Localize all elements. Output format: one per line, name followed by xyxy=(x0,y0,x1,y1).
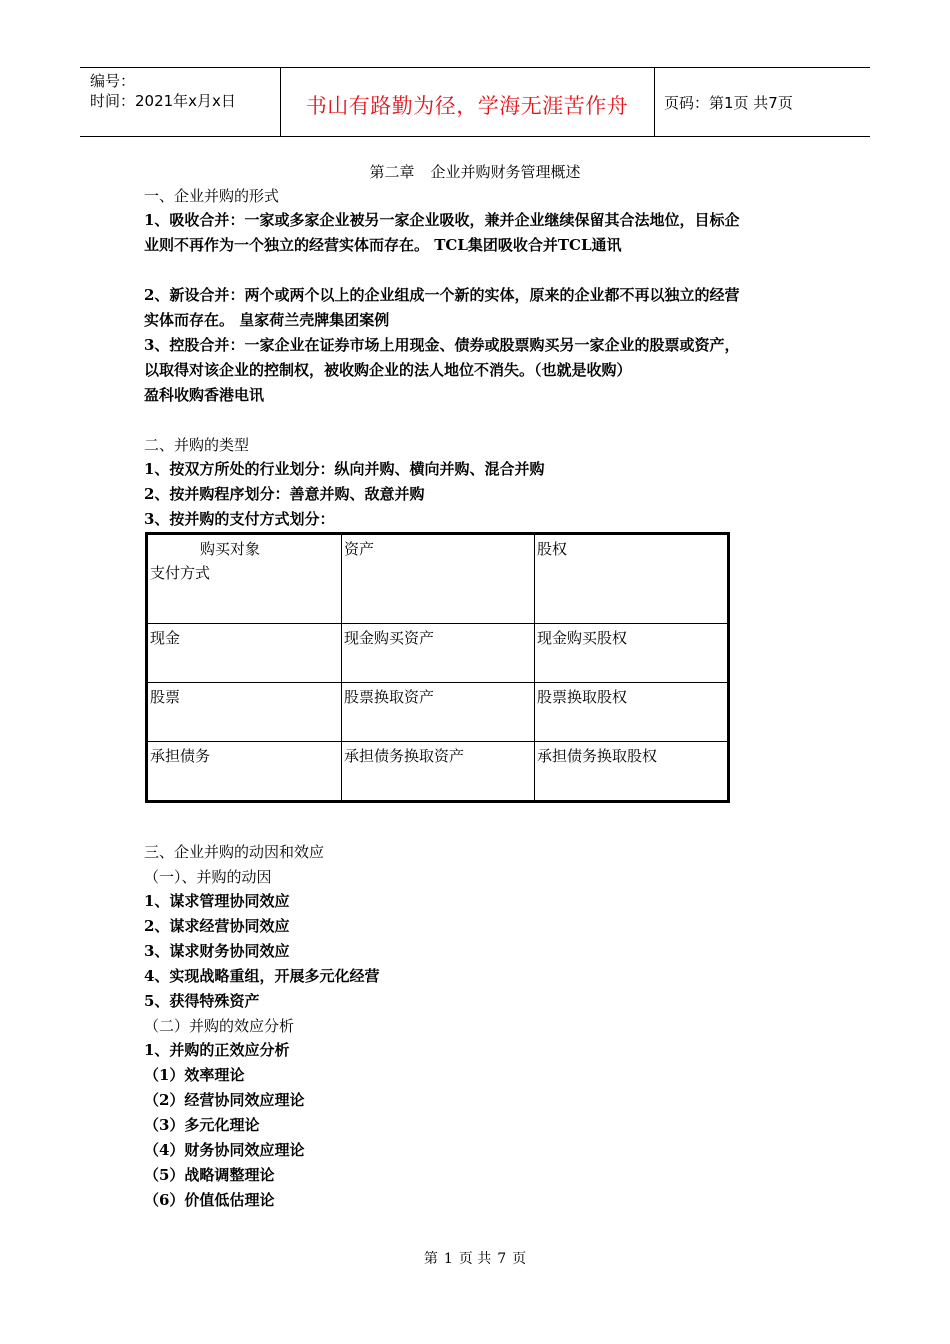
chapter-number: 第二章 xyxy=(369,163,415,181)
body-line: （1）效率理论 xyxy=(144,1066,245,1084)
body-line: （3）多元化理论 xyxy=(144,1116,260,1134)
table-cell: 现金 xyxy=(147,624,342,683)
table-row xyxy=(147,683,729,742)
footer-current-page: 1 xyxy=(443,1251,453,1267)
body-line: 4、实现战略重组，开展多元化经营 xyxy=(144,967,380,985)
section-heading: 一、企业并购的形式 xyxy=(144,187,280,205)
header-page-info: 页码：第1页 共7页 xyxy=(664,94,793,112)
body-line: 实体而存在。 皇家荷兰壳牌集团案例 xyxy=(144,311,390,329)
sub-heading: （二）并购的效应分析 xyxy=(144,1017,295,1035)
table-cell: 承担债务换取资产 xyxy=(342,742,535,802)
header-divider xyxy=(654,68,655,136)
table-cell: 现金购买资产 xyxy=(342,624,535,683)
table-row xyxy=(147,742,729,802)
table-cell: 股票换取股权 xyxy=(535,683,729,742)
body-line: 盈科收购香港电讯 xyxy=(144,386,265,404)
header-meta xyxy=(90,71,236,111)
payment-method-table xyxy=(145,532,730,803)
body-line: 3、按并购的支付方式划分： xyxy=(144,510,335,528)
chapter-title xyxy=(0,161,950,182)
body-line: 1、谋求管理协同效应 xyxy=(144,892,290,910)
footer-mid: 页 共 xyxy=(458,1251,492,1267)
section-heading: 二、并购的类型 xyxy=(144,436,250,454)
body-line: 1、吸收合并：一家或多家企业被另一家企业吸收，兼并企业继续保留其合法地位，目标企 xyxy=(144,211,740,229)
body-line: 2、新设合并：两个或两个以上的企业组成一个新的实体，原来的企业都不再以独立的经营 xyxy=(144,286,740,304)
body-line: （6）价值低估理论 xyxy=(144,1191,275,1209)
table-header-row xyxy=(147,534,729,624)
header-motto: 书山有路勤为径，学海无涯苦作舟 xyxy=(305,94,629,118)
table-row xyxy=(147,624,729,683)
body-line: 1、按双方所处的行业划分：纵向并购、横向并购、混合并购 xyxy=(144,460,545,478)
body-line: 1、并购的正效应分析 xyxy=(144,1041,290,1059)
table-cell: 现金购买股权 xyxy=(535,624,729,683)
body-line: 3、控股合并：一家企业在证券市场上用现金、债券或股票购买另一家企业的股票或资产， xyxy=(144,336,740,354)
section-heading: 三、企业并购的动因和效应 xyxy=(144,843,325,861)
time-label: 时间：2021年x月x日 xyxy=(90,92,236,110)
chapter-name: 企业并购财务管理概述 xyxy=(430,163,581,181)
body-line: 业则不再作为一个独立的经营实体而存在。 TCL集团吸收合并TCL通讯 xyxy=(144,236,622,254)
body-line: 2、按并购程序划分：善意并购、敌意并购 xyxy=(144,485,425,503)
footer-prefix: 第 xyxy=(423,1251,438,1267)
body-line: 以取得对该企业的控制权，被收购企业的法人地位不消失。（也就是收购） xyxy=(144,361,632,379)
body-line: 2、谋求经营协同效应 xyxy=(144,917,290,935)
table-corner-cell xyxy=(147,534,342,624)
body-line: 5、获得特殊资产 xyxy=(144,992,260,1010)
table-header-cell: 股权 xyxy=(535,534,729,624)
table-cell: 股票换取资产 xyxy=(342,683,535,742)
table-cell: 承担债务 xyxy=(147,742,342,802)
table-header-cell: 资产 xyxy=(342,534,535,624)
body-line: （4）财务协同效应理论 xyxy=(144,1141,305,1159)
body-line: （2）经营协同效应理论 xyxy=(144,1091,305,1109)
number-label: 编号： xyxy=(90,72,136,90)
table-cell: 股票 xyxy=(147,683,342,742)
body-line: 3、谋求财务协同效应 xyxy=(144,942,290,960)
body-line: （5）战略调整理论 xyxy=(144,1166,275,1184)
corner-top-label: 购买对象 xyxy=(200,540,261,558)
page-footer xyxy=(0,1248,950,1268)
footer-suffix: 页 xyxy=(512,1251,527,1267)
footer-total-pages: 7 xyxy=(497,1251,507,1267)
page-header xyxy=(80,67,870,137)
table-cell: 承担债务换取股权 xyxy=(535,742,729,802)
sub-heading: （一）、并购的动因 xyxy=(144,868,272,886)
corner-bottom-label: 支付方式 xyxy=(150,564,211,582)
